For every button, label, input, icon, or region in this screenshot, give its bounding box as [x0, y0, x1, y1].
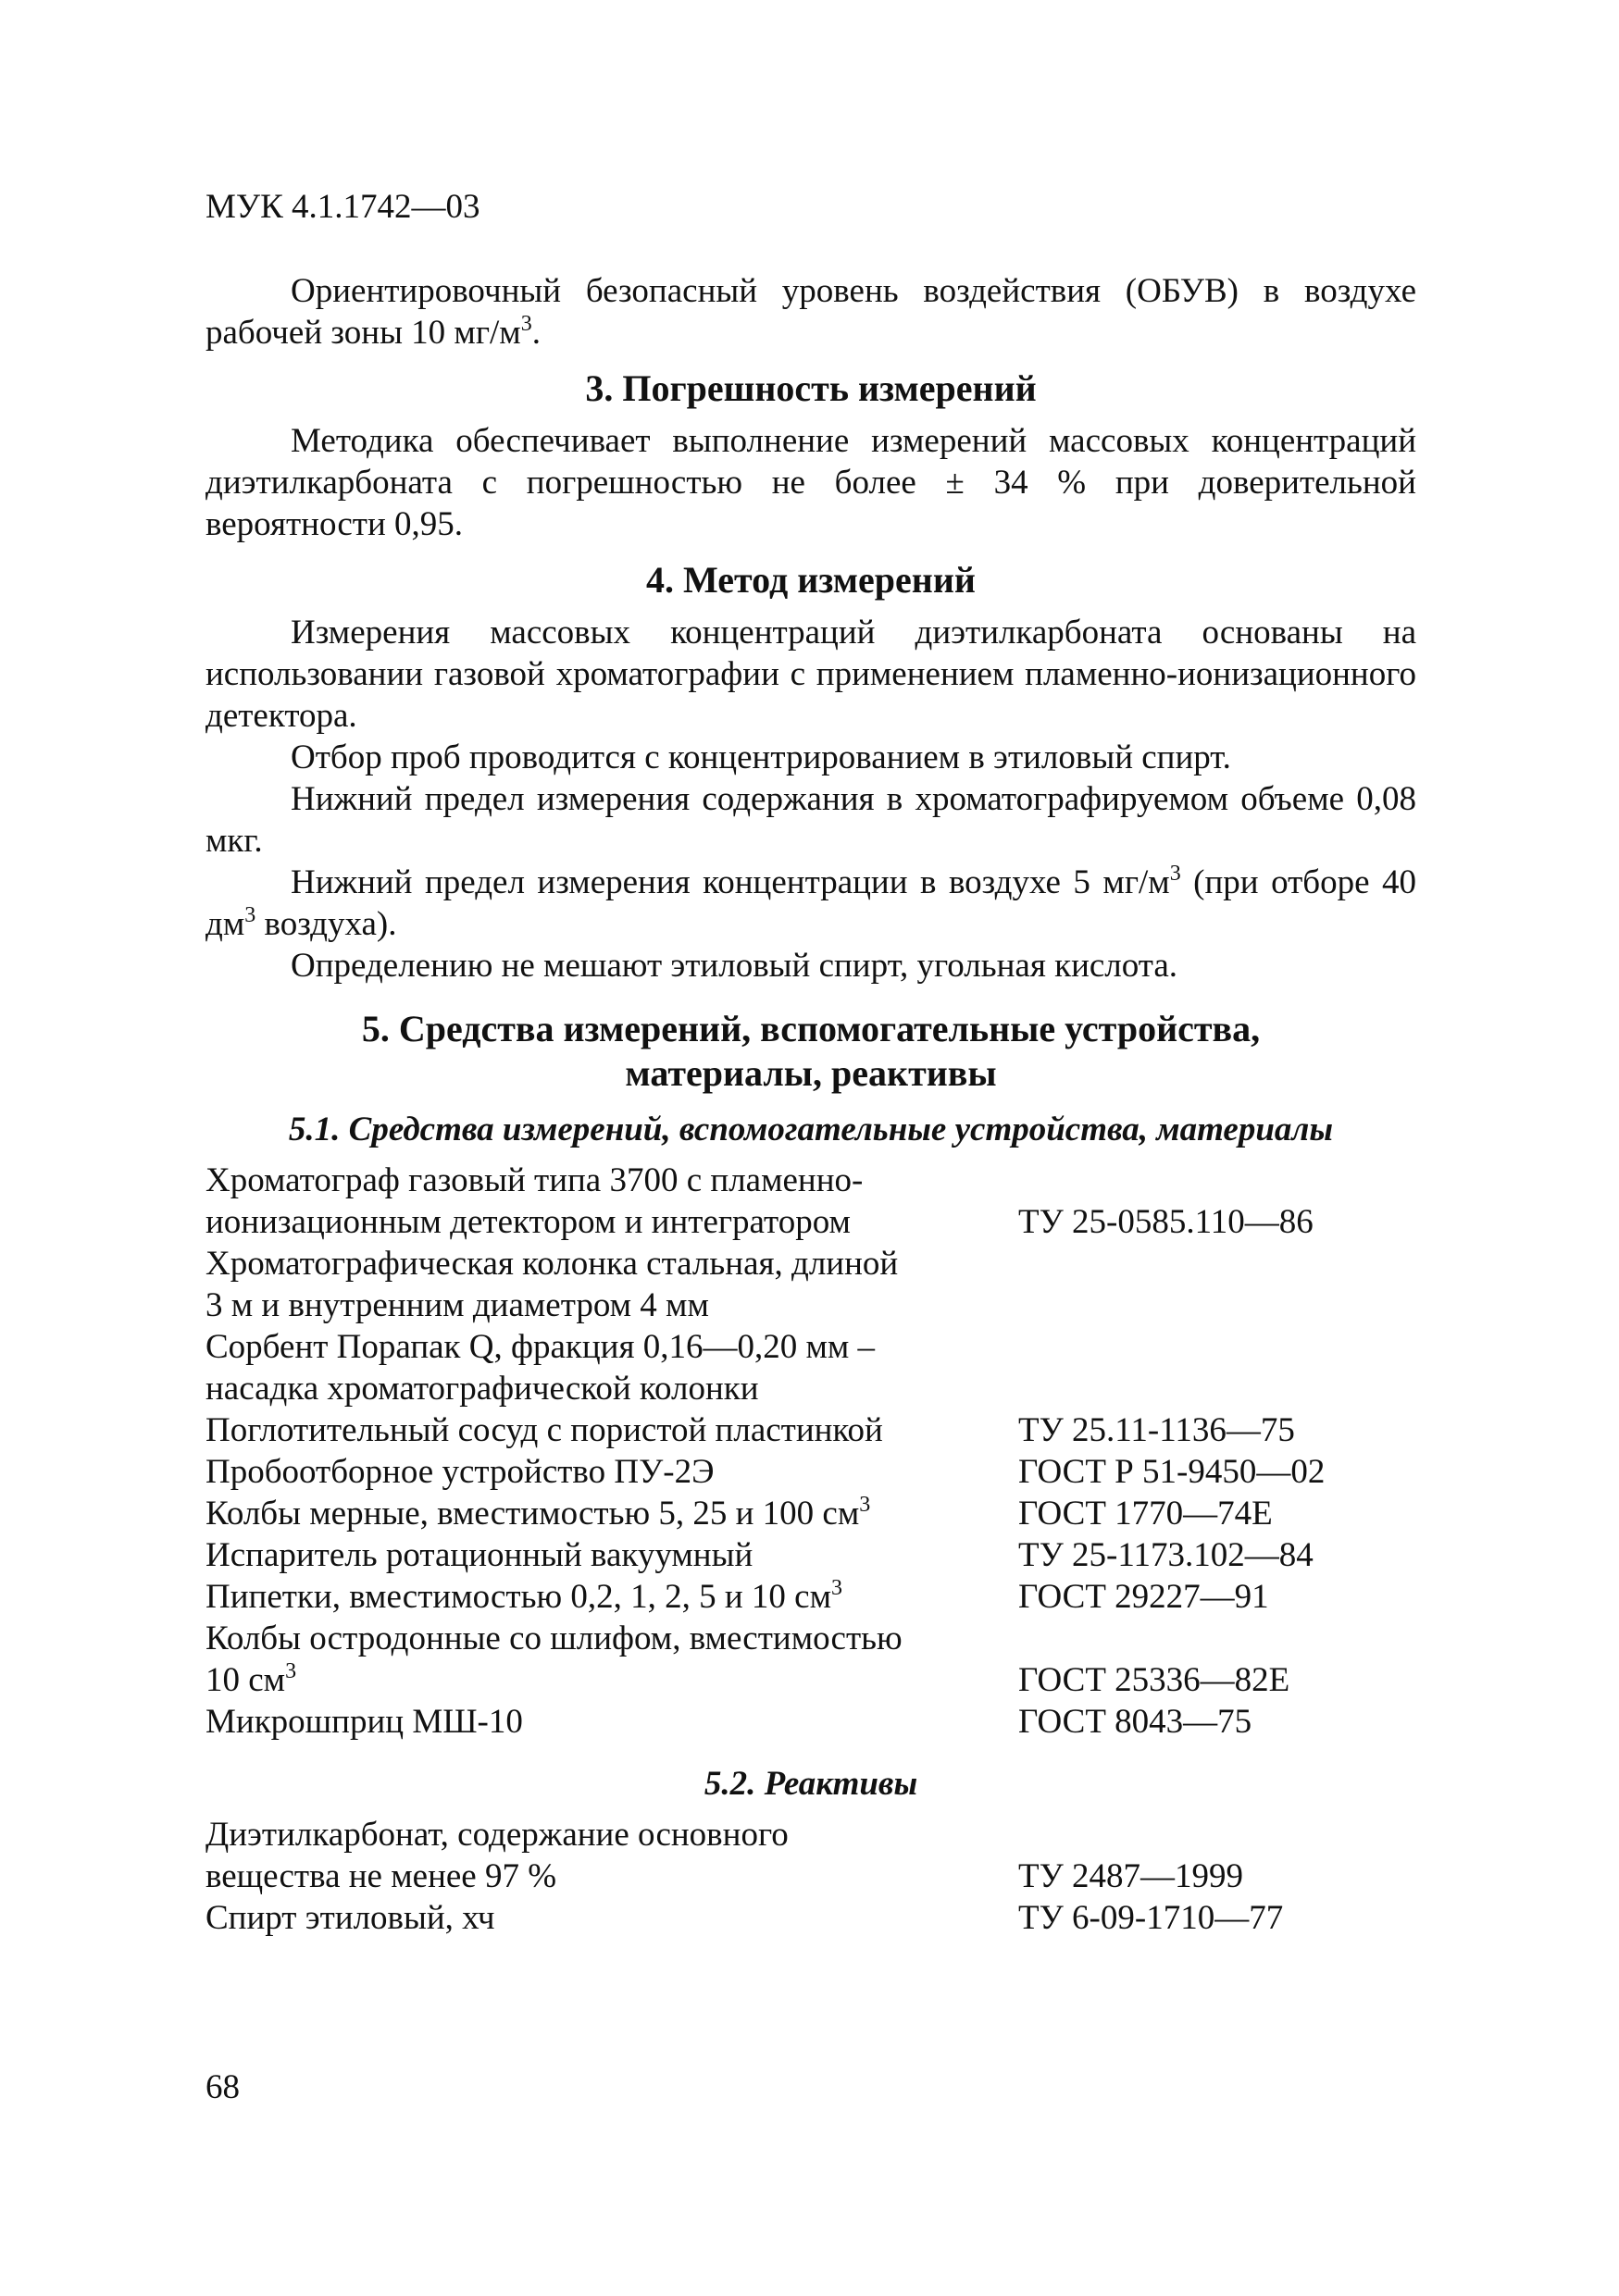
- paragraph-text: Нижний предел измерения концентрации в воздухе 5 мг/м: [291, 863, 1170, 901]
- item-spec-cell: ТУ 25.11-1136—75: [1018, 1411, 1295, 1449]
- item-name-line: вещества не менее 97 %: [205, 1857, 557, 1895]
- subsection-5-2-heading: 5.2. Реактивы: [704, 1765, 918, 1803]
- section-4-heading: 4. Метод измерений: [646, 559, 976, 601]
- page-content: [205, 270, 1416, 1939]
- section-4-paragraph-3: Нижний предел измерения содержания в хроматографируемом объеме 0,08 мкг.: [205, 780, 1416, 860]
- intro-text: Ориентировочный безопасный уровень воздействия (ОБУВ) в воздухе рабочей зоны 10 мг/м: [205, 272, 1416, 352]
- paragraph-text: воздуха).: [255, 905, 397, 943]
- item-name-cell: [205, 1451, 1018, 1493]
- running-head: МУК 4.1.1742—03: [205, 188, 480, 226]
- equipment-table: [205, 1160, 1416, 1743]
- item-name-line: Пипетки, вместимостью 0,2, 1, 2, 5 и 10 см: [205, 1578, 832, 1616]
- item-spec-cell: ТУ 25-1173.102—84: [1018, 1536, 1314, 1574]
- superscript: 3: [1169, 862, 1181, 886]
- intro-text-end: .: [531, 314, 541, 352]
- item-name-line: Микрошприц МШ-10: [205, 1703, 523, 1741]
- equipment-row: [205, 1409, 1416, 1451]
- item-spec-cell: [1018, 1326, 1416, 1409]
- intro-paragraph: [205, 270, 1416, 354]
- reagent-row: [205, 1897, 1416, 1939]
- item-name-line: 3 м и внутренним диаметром 4 мм: [205, 1286, 709, 1324]
- item-name-cell: [205, 1326, 1018, 1409]
- item-name-line: Колбы мерные, вместимостью 5, 25 и 100 см: [205, 1495, 860, 1533]
- item-spec-cell: ГОСТ 1770—74Е: [1018, 1495, 1273, 1533]
- item-name-line: Поглотительный сосуд с пористой пластинкой: [205, 1411, 883, 1449]
- equipment-row: [205, 1576, 1416, 1618]
- superscript: 3: [285, 1659, 297, 1683]
- item-spec-cell: ТУ 2487—1999: [1018, 1857, 1244, 1895]
- item-spec-cell: ГОСТ 8043—75: [1018, 1703, 1252, 1741]
- item-name-line: Диэтилкарбонат, содержание основного: [205, 1816, 789, 1854]
- section-4-paragraph-2: Отбор проб проводится с концентрированием в этиловый спирт.: [291, 738, 1231, 776]
- item-name-cell: [205, 1618, 1018, 1701]
- item-name-cell: [205, 1534, 1018, 1576]
- section-5-heading-line-1: 5. Средства измерений, вспомогательные устройства,: [361, 1008, 1261, 1049]
- equipment-row: [205, 1160, 1416, 1243]
- item-name-line: Колбы остродонные со шлифом, вместимостью: [205, 1620, 903, 1657]
- item-spec-cell: ГОСТ Р 51-9450—02: [1018, 1453, 1326, 1491]
- equipment-row: [205, 1493, 1416, 1534]
- item-name-line: ионизационным детектором и интегратором: [205, 1203, 851, 1241]
- item-name-cell: [205, 1409, 1018, 1451]
- page-number: 68: [205, 2068, 240, 2106]
- item-name-line: Сорбент Порапак Q, фракция 0,16—0,20 мм –: [205, 1328, 876, 1366]
- item-name-line: Испаритель ротационный вакуумный: [205, 1536, 753, 1574]
- equipment-row: [205, 1243, 1416, 1326]
- item-name-cell: [205, 1814, 1018, 1897]
- item-name-line: Хроматограф газовый типа 3700 с пламенно-: [205, 1161, 864, 1199]
- equipment-row: [205, 1701, 1416, 1743]
- section-5-heading: [205, 1007, 1416, 1096]
- item-name-cell: [205, 1701, 1018, 1743]
- superscript: 3: [831, 1576, 843, 1600]
- item-name-cell: [205, 1243, 1018, 1326]
- superscript: 3: [859, 1493, 871, 1517]
- section-5-heading-line-2: материалы, реактивы: [625, 1052, 997, 1094]
- reagent-row: [205, 1814, 1416, 1897]
- item-spec-cell: ТУ 6-09-1710—77: [1018, 1899, 1284, 1937]
- subsection-5-1-heading: 5.1. Средства измерений, вспомогательные устройства, материалы: [288, 1111, 1334, 1148]
- section-4-paragraph-1: Измерения массовых концентраций диэтилкарбоната основаны на использовании газовой хроматографии с применением пламенно-ионизационного детектора.: [205, 614, 1416, 735]
- item-name-cell: [205, 1576, 1018, 1618]
- item-name-line: Спирт этиловый, хч: [205, 1899, 495, 1937]
- section-4-paragraph-4: [205, 862, 1416, 945]
- item-spec-cell: ГОСТ 25336—82Е: [1018, 1661, 1290, 1699]
- item-name-cell: [205, 1897, 1018, 1939]
- reagents-table: [205, 1814, 1416, 1939]
- equipment-row: [205, 1534, 1416, 1576]
- equipment-row: [205, 1451, 1416, 1493]
- item-name-line: Хроматографическая колонка стальная, длиной: [205, 1245, 899, 1283]
- item-spec-cell: ГОСТ 29227—91: [1018, 1578, 1269, 1616]
- item-spec-cell: ТУ 25-0585.110—86: [1018, 1203, 1314, 1241]
- section-4-paragraph-5: Определению не мешают этиловый спирт, угольная кислота.: [291, 947, 1178, 985]
- item-name-cell: [205, 1160, 1018, 1243]
- paragraph-text: (при отборе 40 дм: [205, 863, 1416, 943]
- superscript: 3: [244, 903, 256, 927]
- item-name-line: насадка хроматографической колонки: [205, 1370, 759, 1408]
- superscript: 3: [520, 312, 532, 336]
- item-spec-cell: [1018, 1243, 1416, 1326]
- item-name-cell: [205, 1493, 1018, 1534]
- item-name-line: 10 см: [205, 1661, 286, 1699]
- equipment-row: [205, 1326, 1416, 1409]
- equipment-row: [205, 1618, 1416, 1701]
- section-3-paragraph: Методика обеспечивает выполнение измерений массовых концентраций диэтилкарбоната с погрешностью не более ± 34 % при доверительной вероятности 0,95.: [205, 422, 1416, 543]
- section-3-heading: 3. Погрешность измерений: [585, 367, 1037, 409]
- item-name-line: Пробоотборное устройство ПУ-2Э: [205, 1453, 715, 1491]
